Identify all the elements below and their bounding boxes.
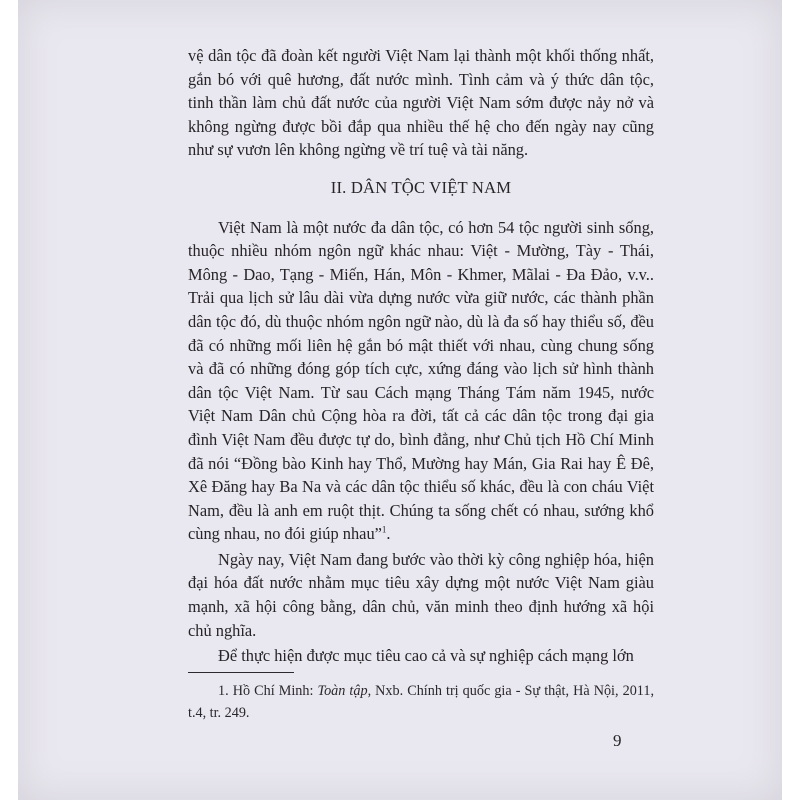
footnote-details: , Nxb. Chính trị quốc gia - Sự thật, Hà Nội, 2011, t.4, tr. 249. <box>188 683 655 721</box>
footnote-title: Toàn tập <box>317 683 368 699</box>
body-text <box>188 44 654 668</box>
section-heading: II. DÂN TỘC VIỆT NAM <box>330 177 512 197</box>
book-page <box>18 0 782 800</box>
paragraph-3: Để thực hiện được mục tiêu cao cả và sự nghiệp cách mạng lớn <box>218 646 634 666</box>
footnote-reference: 1 <box>381 524 387 535</box>
paragraph-1-text: Việt Nam là một nước đa dân tộc, có hơn 54 tộc người sinh sống, thuộc nhiều nhóm ngôn ngữ khác nhau: Việt - Mường, Tày - Thái, Mông - Dao, Tạng - Miến, Hán, Môn - Khmer, Mãlai - Đa Đảo, v.v.. Trải qua lịch sử lâu dài vừa dựng nước vừa giữ nước, các thành phần dân tộc đó, dù thuộc nhóm ngôn ngữ nào, dù là đa số hay thiểu số, đều đã có những mối liên hệ gắn bó mật thiết với nhau, cùng chung sống và đã có những đóng góp tích cực, xứng đáng vào lịch sử hình thành dân tộc Việt Nam. Từ sau Cách mạng Tháng Tám năm 1945, nước Việt Nam Dân chủ Cộng hòa ra đời, tất cả các dân tộc trong đại gia đình Việt Nam đều được tự do, bình đẳng, như Chủ tịch Hồ Chí Minh đã nói “Đồng bào Kinh hay Thổ, Mường hay Mán, Gia Rai hay Ê Đê, Xê Đăng hay Ba Na và các dân tộc thiểu số khác, đều là con cháu Việt Nam, đều là anh em ruột thịt. Chúng ta sống chết có nhau, sướng khổ cùng nhau, no đói giúp nhau” <box>188 217 654 544</box>
paragraph-2: Ngày nay, Việt Nam đang bước vào thời kỳ công nghiệp hóa, hiện đại hóa đất nước nhằm mục tiêu xây dựng một nước Việt Nam giàu mạnh, xã hội công bằng, dân chủ, văn minh theo định hướng xã hội chủ nghĩa. <box>188 549 654 640</box>
footnote-author: Hồ Chí Minh: <box>232 683 314 699</box>
page-number: 9 <box>613 731 622 750</box>
footnote <box>188 680 654 724</box>
intro-paragraph: vệ dân tộc đã đoàn kết người Việt Nam lại thành một khối thống nhất, gắn bó với quê hương, đất nước mình. Tình cảm và ý thức dân tộc, tinh thần làm chủ đất nước của người Việt Nam sớm được nảy nở và không ngừng được bồi đắp qua nhiều thế hệ cho đến ngày nay cũng như sự vươn lên không ngừng về trí tuệ và tài năng. <box>188 46 654 160</box>
footnote-divider <box>188 672 294 673</box>
footnote-number: 1. <box>218 683 229 699</box>
paragraph-1: Việt Nam là một nước đa dân tộc, có hơn 54 tộc người sinh sống, thuộc nhiều nhóm ngôn ngữ khác nhau: Việt - Mường, Tày - Thái, Mông - Dao, Tạng - Miến, Hán, Môn - Khmer, Mãlai - Đa Đảo, v.v.. Trải qua lịch sử lâu dài vừa dựng nước vừa giữ nước, các thành phần dân tộc đó, dù thuộc nhóm ngôn ngữ nào, dù là đa số hay thiểu số, đều đã có những mối liên hệ gắn bó mật thiết với nhau, cùng chung sống và đã có những đóng góp tích cực, xứng đáng vào lịch sử hình thành dân tộc Việt Nam. Từ sau Cách mạng Tháng Tám năm 1945, nước Việt Nam Dân chủ Cộng hòa ra đời, tất cả các dân tộc trong đại gia đình Việt Nam đều được tự do, bình đẳng, như Chủ tịch Hồ Chí Minh đã nói “Đồng bào Kinh hay Thổ, Mường hay Mán, Gia Rai hay Ê Đê, Xê Đăng hay Ba Na và các dân tộc thiểu số khác, đều là con cháu Việt Nam, đều là anh em ruột thịt. Chúng ta sống chết có nhau, sướng khổ cùng nhau, no đói giúp nhau”$^1$. <box>188 217 654 544</box>
